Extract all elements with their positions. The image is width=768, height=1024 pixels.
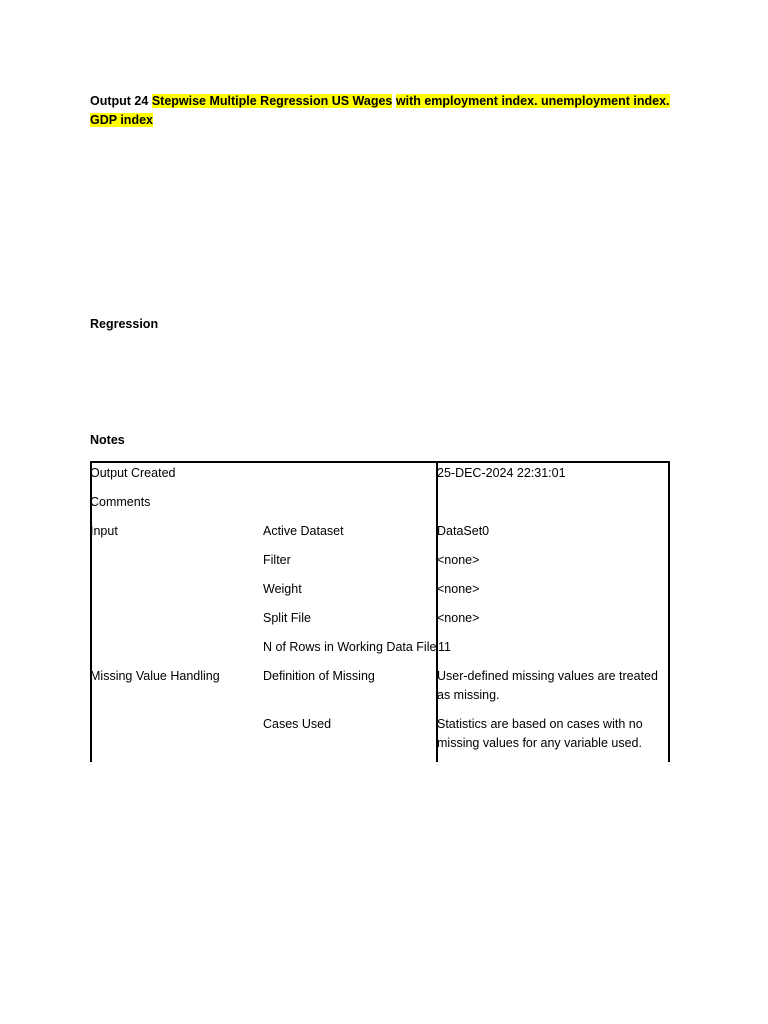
row-filter-value: <none> bbox=[437, 553, 480, 567]
title-prefix: Output 24 bbox=[90, 94, 152, 108]
row-input-label: Input bbox=[90, 524, 118, 538]
row-definition-of-missing-value: User-defined missing values are treated as missing. bbox=[437, 669, 658, 702]
row-weight-value: <none> bbox=[437, 582, 480, 596]
title-highlight-2: with employment index. unemployment index. GDP index bbox=[90, 94, 670, 127]
notes-table bbox=[90, 461, 670, 762]
row-definition-of-missing-label: Definition of Missing bbox=[263, 669, 375, 683]
row-filter-label: Filter bbox=[263, 553, 291, 567]
notes-heading: Notes bbox=[90, 433, 125, 447]
row-cases-used-value: Statistics are based on cases with no missing values for any variable used. bbox=[437, 717, 643, 750]
row-n-rows-value: 11 bbox=[438, 640, 451, 654]
title-highlight-1: Stepwise Multiple Regression US Wages bbox=[151, 94, 393, 108]
row-active-dataset-value: DataSet0 bbox=[437, 524, 490, 538]
row-n-rows-label: N of Rows in Working Data File bbox=[263, 640, 437, 654]
output-title bbox=[90, 92, 690, 130]
row-split-file-label: Split File bbox=[263, 611, 311, 625]
row-comments-label: Comments bbox=[90, 495, 151, 509]
row-output-created-value: 25-DEC-2024 22:31:01 bbox=[437, 466, 566, 480]
regression-heading: Regression bbox=[90, 317, 159, 331]
row-missing-value-handling-label: Missing Value Handling bbox=[90, 669, 220, 683]
row-cases-used-label: Cases Used bbox=[263, 717, 332, 731]
row-output-created-label: Output Created bbox=[90, 466, 176, 480]
row-split-file-value: <none> bbox=[437, 611, 480, 625]
row-active-dataset-label: Active Dataset bbox=[263, 524, 344, 538]
row-weight-label: Weight bbox=[263, 582, 302, 596]
